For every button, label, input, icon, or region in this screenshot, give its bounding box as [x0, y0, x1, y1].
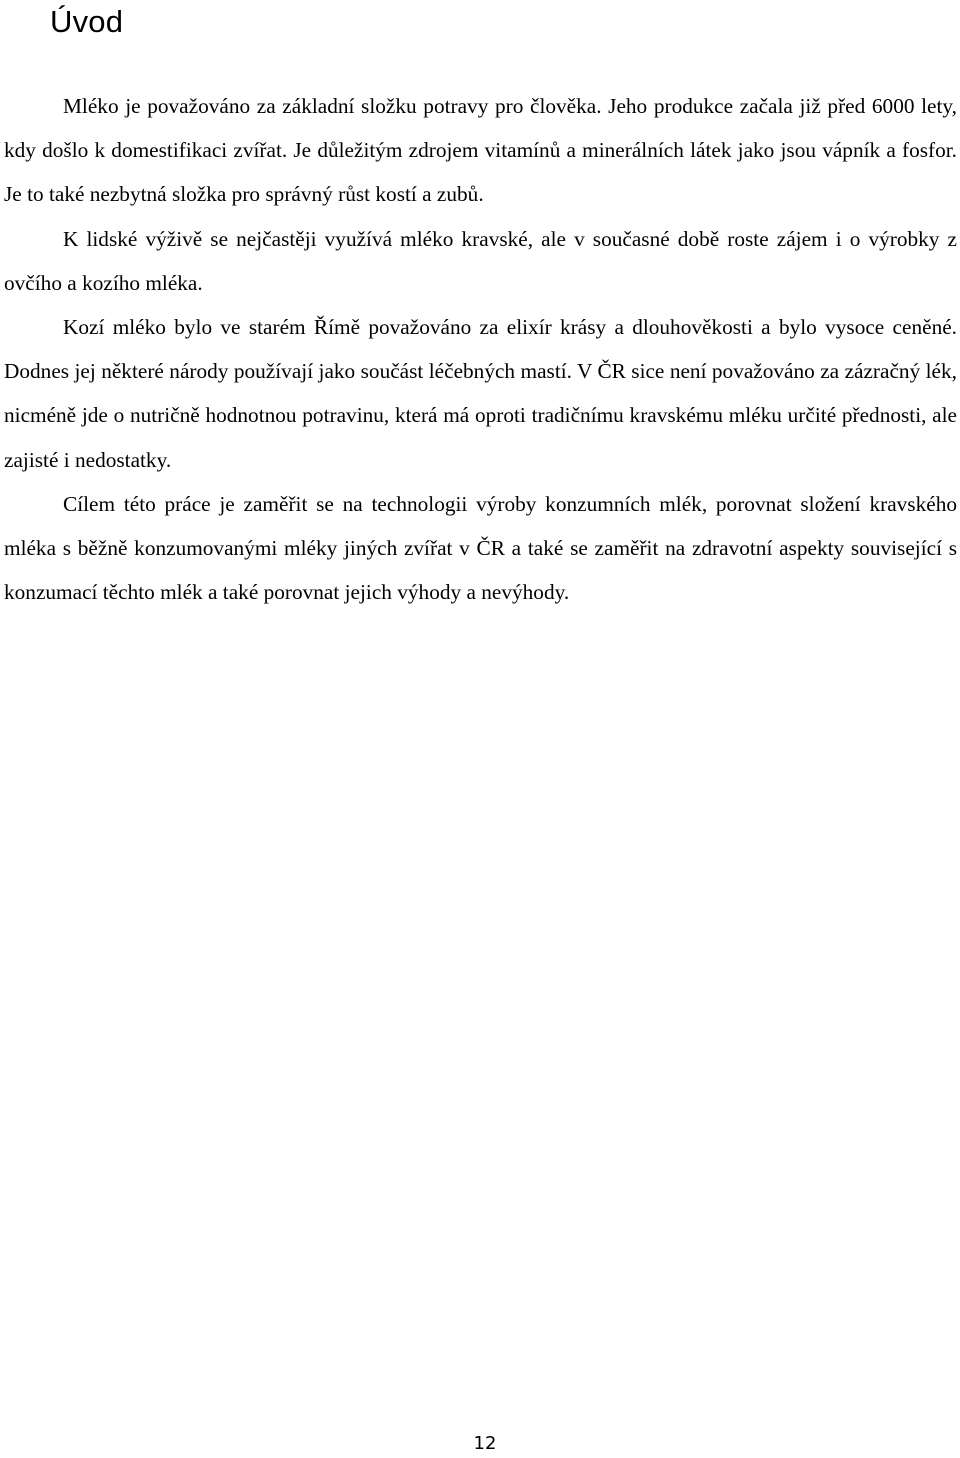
paragraph-aim: Cílem této práce je zaměřit se na technologii výroby konzumních mlék, porovnat složení kravského mléka s běžně konzumovanými mléky jiných zvířat v ČR a také se zaměřit na zdravotní aspekty související s konzumací těchto mlék a také porovnat jejich výhody a nevýhody. [4, 491, 957, 605]
page-number: 12 [473, 1433, 497, 1454]
paragraph-goat-milk: Kozí mléko bylo ve starém Římě považováno za elixír krásy a dlouhověkosti a bylo vysoce ceněné. Dodnes jej některé národy používají jako součást léčebných mastí. V ČR sice není považováno za zázračný lék, nicméně jde o nutričně hodnotnou potravinu, která má oproti tradičnímu kravskému mléku určité přednosti, ale zajisté i nedostatky. [4, 315, 957, 472]
body-text [4, 84, 957, 614]
paragraph-intro: Mléko je považováno za základní složku potravy pro člověka. Jeho produkce začala již před 6000 lety, kdy došlo k domestifikaci zvířat. Je důležitým zdrojem vitamínů a minerálních látek jako jsou vápník a fosfor. Je to také nezbytná složka pro správný růst kostí a zubů. [4, 94, 957, 207]
section-heading: Úvod [50, 4, 124, 39]
paragraph-nutrition: K lidské výživě se nejčastěji využívá mléko kravské, ale v současné době roste zájem i o výrobky z ovčího a kozího mléka. [4, 226, 957, 295]
